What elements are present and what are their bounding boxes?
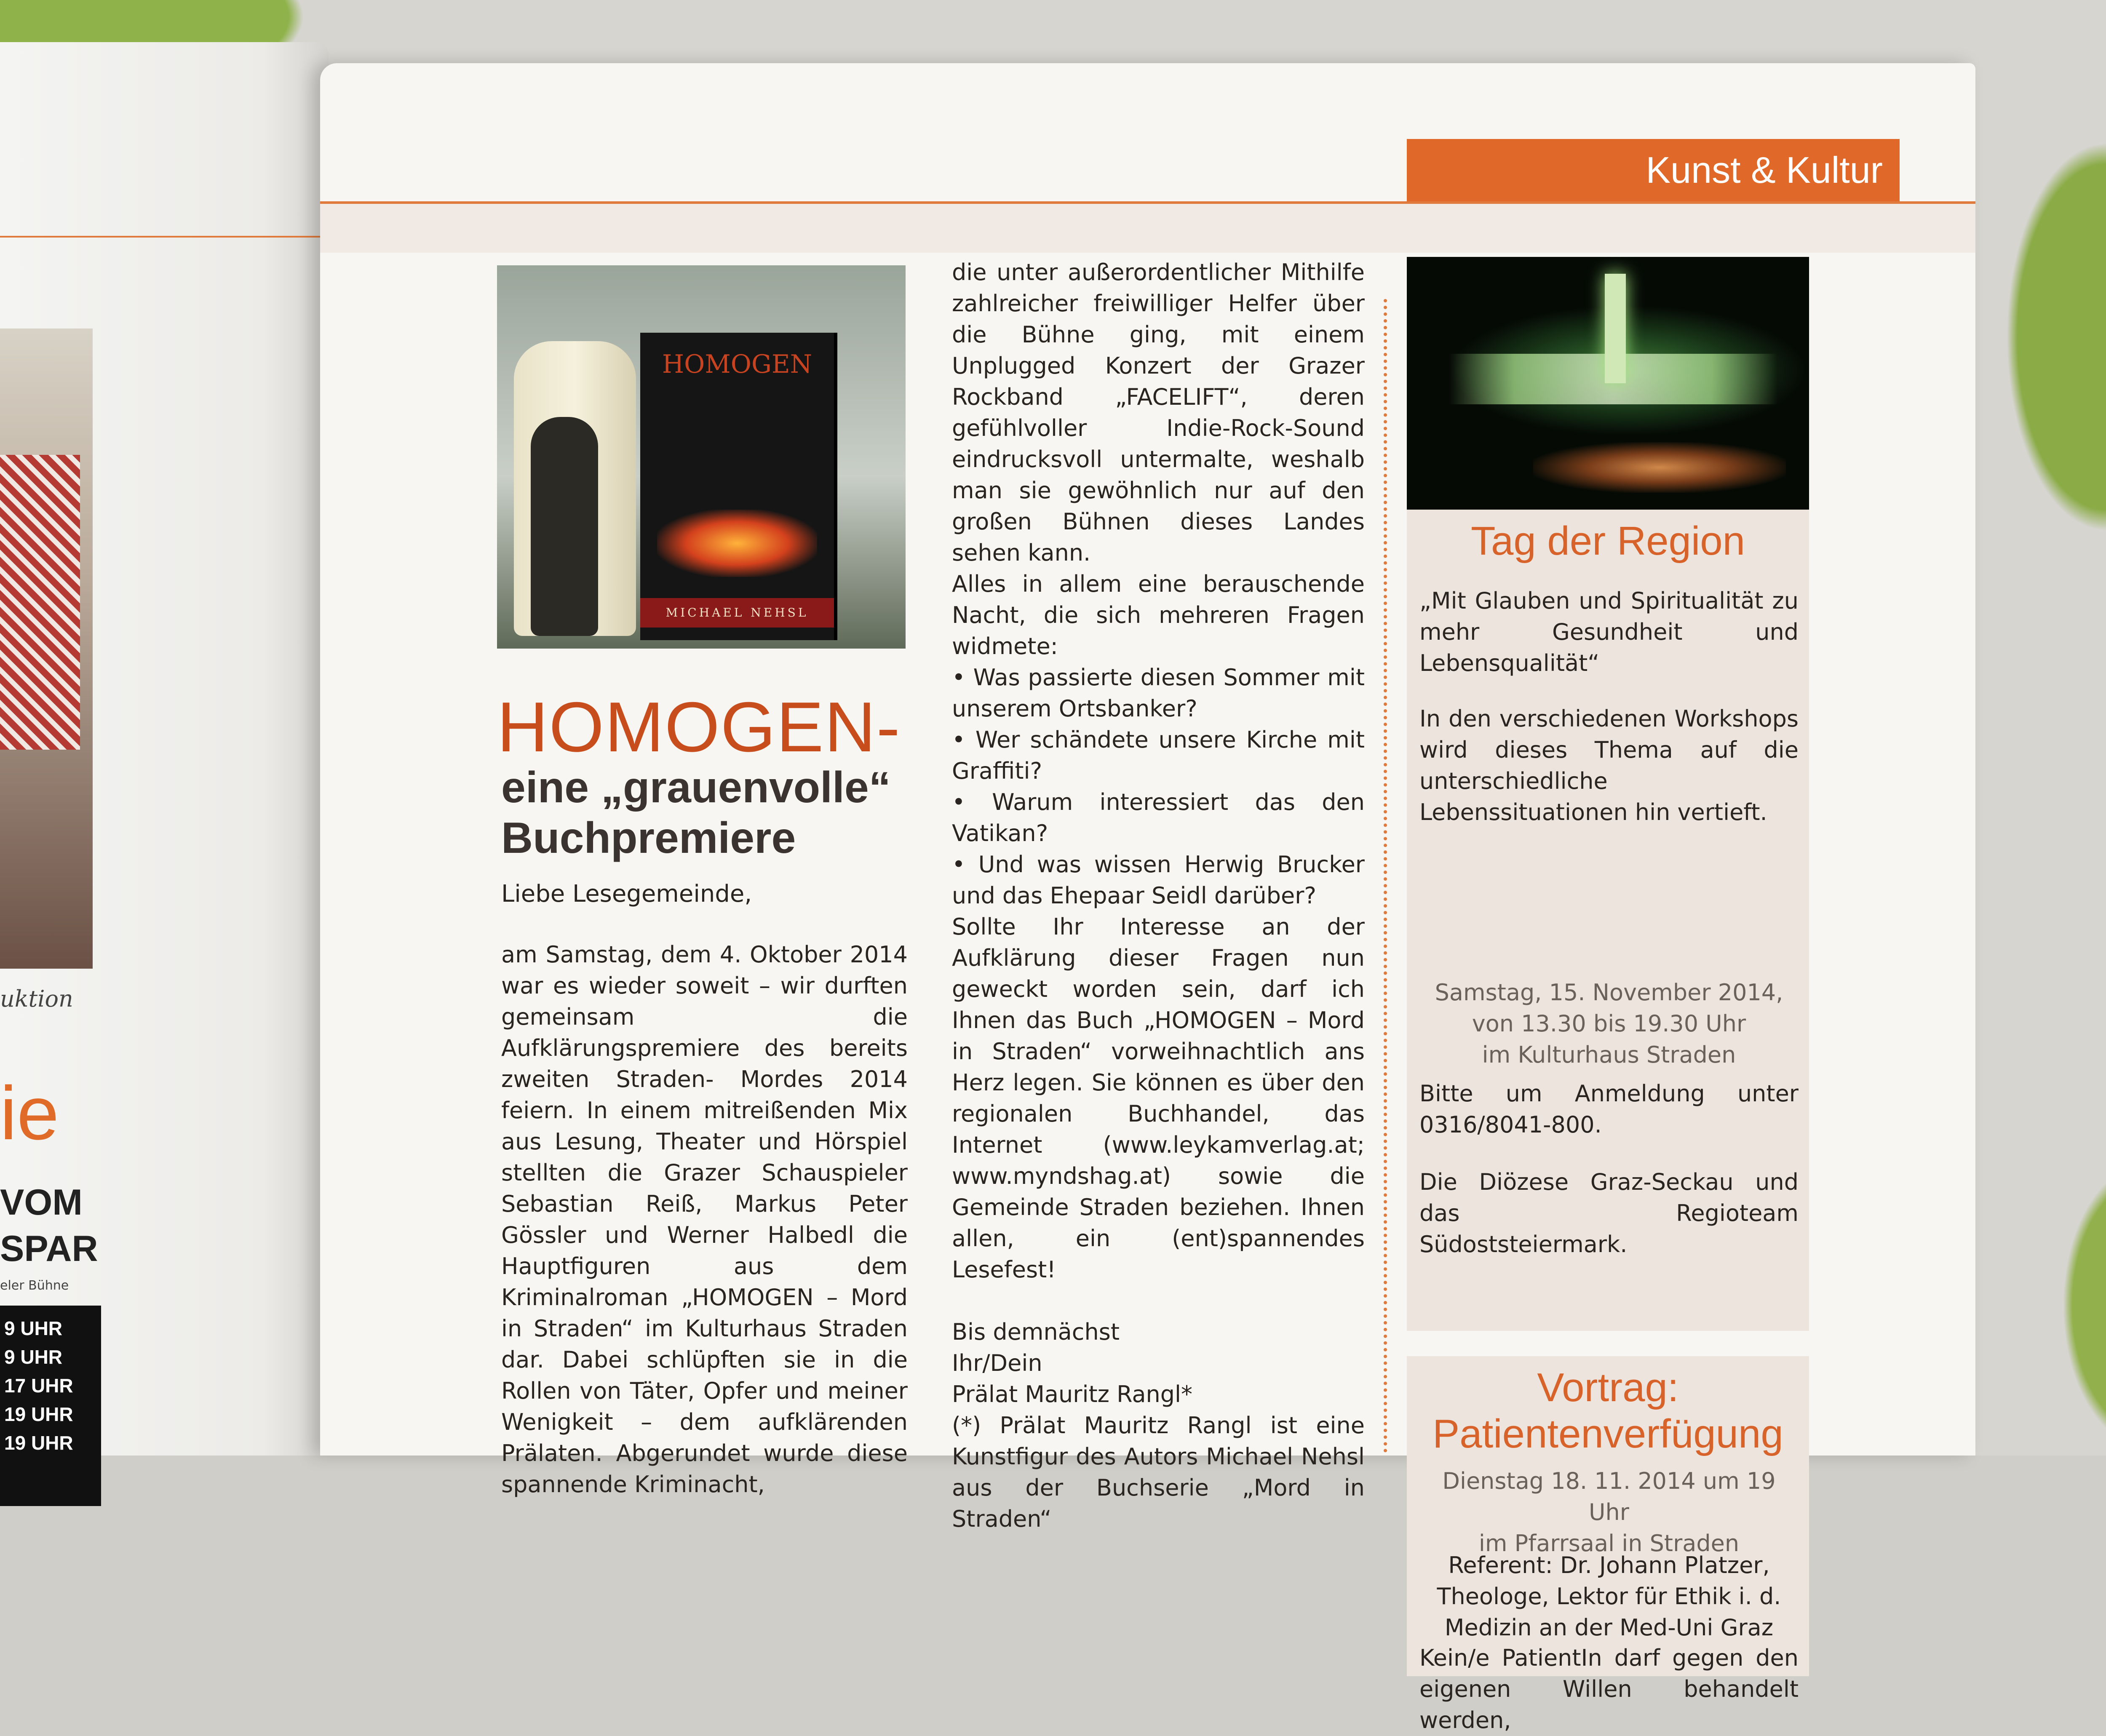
- event-box-vortrag: [1407, 1356, 1809, 1733]
- book-title: HOMOGEN: [662, 350, 812, 379]
- church-tower: [1605, 274, 1626, 383]
- event-title-line: Vortrag:: [1537, 1365, 1679, 1410]
- header-band: [320, 202, 1975, 253]
- paragraph: die unter außerordentlicher Mithilfe zahlreicher freiwilliger Helfer über die Bühne ging, mit einem Unplugged Konzert der Grazer Rockband „FACELIFT“, deren gefühlvoller Indie-Rock-Sound eindrucksvoll untermalte, weshalb man sie gewöhnlich nur auf den großen Bühnen dieses Landes sehen kann.: [952, 259, 1365, 566]
- time-item: 9 UHR: [4, 1317, 63, 1339]
- bullet-item: • Warum interessiert das den Vatikan?: [952, 789, 1365, 847]
- time-item: 19 UHR: [4, 1432, 73, 1454]
- greeting: Liebe Lesegemeinde,: [501, 880, 752, 908]
- left-caption: uktion: [0, 986, 73, 1012]
- checked-shirt: [0, 455, 80, 750]
- headline-line-3: Buchpremiere: [501, 814, 796, 863]
- event-speaker: Referent: Dr. Johann Platzer, Theologe, Lektor für Ethik i. d. Medizin an der Med-Uni Graz: [1437, 1552, 1781, 1641]
- headline-subtitle: [501, 762, 965, 863]
- event-date-line: Samstag, 15. November 2014,: [1435, 979, 1783, 1006]
- event-date: [1419, 977, 1799, 1071]
- event-text: Kein/e PatientIn darf gegen den eigenen Willen behandelt werden,: [1419, 1645, 1799, 1733]
- footnote: (*) Prälat Mauritz Rangl ist eine Kunstfigur des Autors Michael Nehsl aus der Buchserie „Mord in Straden“: [952, 1412, 1365, 1532]
- event-quote: „Mit Glauben und Spiritualität zu mehr Gesundheit und Lebensqualität“: [1419, 588, 1799, 676]
- bullet-item: • Und was wissen Herwig Brucker und das Ehepaar Seidl darüber?: [952, 851, 1365, 909]
- left-big-word: ie: [0, 1071, 59, 1156]
- event-title: Tag der Region: [1470, 518, 1745, 564]
- event-date-line: im Pfarrsaal in Straden: [1478, 1530, 1740, 1557]
- left-small-text: eler Bühne: [0, 1278, 69, 1293]
- left-times-box: [0, 1306, 101, 1506]
- bullet-item: • Was passierte diesen Sommer mit unserem Ortsbanker?: [952, 664, 1365, 722]
- paragraph: Sollte Ihr Interesse an der Aufklärung dieser Fragen nun geweckt worden sein, darf ich Ihnen das Buch „HOMOGEN – Mord in Straden“ vorweihnachtlich ans Herz legen. Sie können es über den regionalen Buchhandel, das Internet (www.leykamverlag.at; www.myndshag.at) sowie die Gemeinde Straden beziehen. Ihnen allen, ein (ent)spannendes Lesefest!: [952, 913, 1365, 1283]
- left-photo: [0, 329, 93, 969]
- column-divider: [1384, 299, 1387, 1453]
- signoff-line: Bis demnächst: [952, 1319, 1120, 1345]
- headline-homogen: HOMOGEN-: [497, 687, 901, 767]
- paragraph: Alles in allem eine berauschende Nacht, die sich mehreren Fragen widmete:: [952, 571, 1365, 660]
- left-vom-spar: [0, 1179, 98, 1272]
- event-date-line: von 13.30 bis 19.30 Uhr: [1472, 1010, 1746, 1037]
- left-spar: SPAR: [0, 1229, 98, 1269]
- signoff-line: Ihr/Dein: [952, 1350, 1042, 1376]
- right-page: [320, 63, 1975, 1733]
- fire-image: [657, 510, 817, 577]
- event-organizer: Die Diözese Graz-Seckau und das Regioteam Südoststeiermark.: [1419, 1169, 1799, 1258]
- section-tab: Kunst & Kultur: [1407, 139, 1900, 201]
- event-date-line: im Kulturhaus Straden: [1482, 1042, 1736, 1068]
- book-cover: [640, 333, 834, 640]
- event-date: [1419, 1466, 1799, 1559]
- event-box-tag-der-region: [1407, 510, 1809, 1331]
- night-town-photo: [1407, 257, 1809, 510]
- header-rule: [320, 201, 1975, 204]
- event-registration: Bitte um Anmeldung unter 0316/8041-800.: [1419, 1080, 1799, 1138]
- bullet-item: • Wer schändete unsere Kirche mit Graffiti?: [952, 726, 1365, 784]
- signoff-line: Prälat Mauritz Rangl*: [952, 1381, 1193, 1407]
- headline-line-2: eine „grauenvolle“: [501, 763, 891, 812]
- event-description: In den verschiedenen Workshops wird dieses Thema auf die unterschiedliche Lebenssituationen hin vertieft.: [1419, 705, 1799, 825]
- time-item: 9 UHR: [4, 1346, 63, 1368]
- left-vom: VOM: [0, 1182, 83, 1223]
- town-lights: [1533, 442, 1786, 493]
- left-page: [0, 42, 329, 1456]
- book-author: MICHAEL NEHSL: [665, 606, 809, 620]
- time-item: 17 UHR: [4, 1375, 73, 1397]
- left-page-rule: [0, 236, 320, 238]
- event-title: [1407, 1365, 1809, 1457]
- time-item: 19 UHR: [4, 1403, 73, 1425]
- article-column-2: [952, 257, 1365, 1535]
- statue-figure: [531, 417, 598, 636]
- article-column-1: am Samstag, dem 4. Oktober 2014 war es wieder soweit – wir durften gemeinsam die Aufklärungspremiere des bereits zweiten Straden- Mordes 2014 feiern. In einem mitreißenden Mix aus Lesung, Theater und Hörspiel stellten die Grazer Schauspieler Sebastian Reiß, Markus Peter Gössler und Werner Halbedl die Hauptfiguren aus dem Kriminalroman „HOMOGEN – Mord in Straden“ im Kulturhaus Straden dar. Dabei schlüpften sie in die Rollen von Täter, Opfer und meiner Wenigkeit – dem aufklärenden Prälaten. Abgerundet wurde diese spannende Kriminacht,: [501, 941, 908, 1498]
- event-title-line: Patientenverfügung: [1433, 1411, 1783, 1456]
- event-date-line: Dienstag 18. 11. 2014 um 19 Uhr: [1442, 1468, 1776, 1525]
- book-photo: [497, 265, 906, 649]
